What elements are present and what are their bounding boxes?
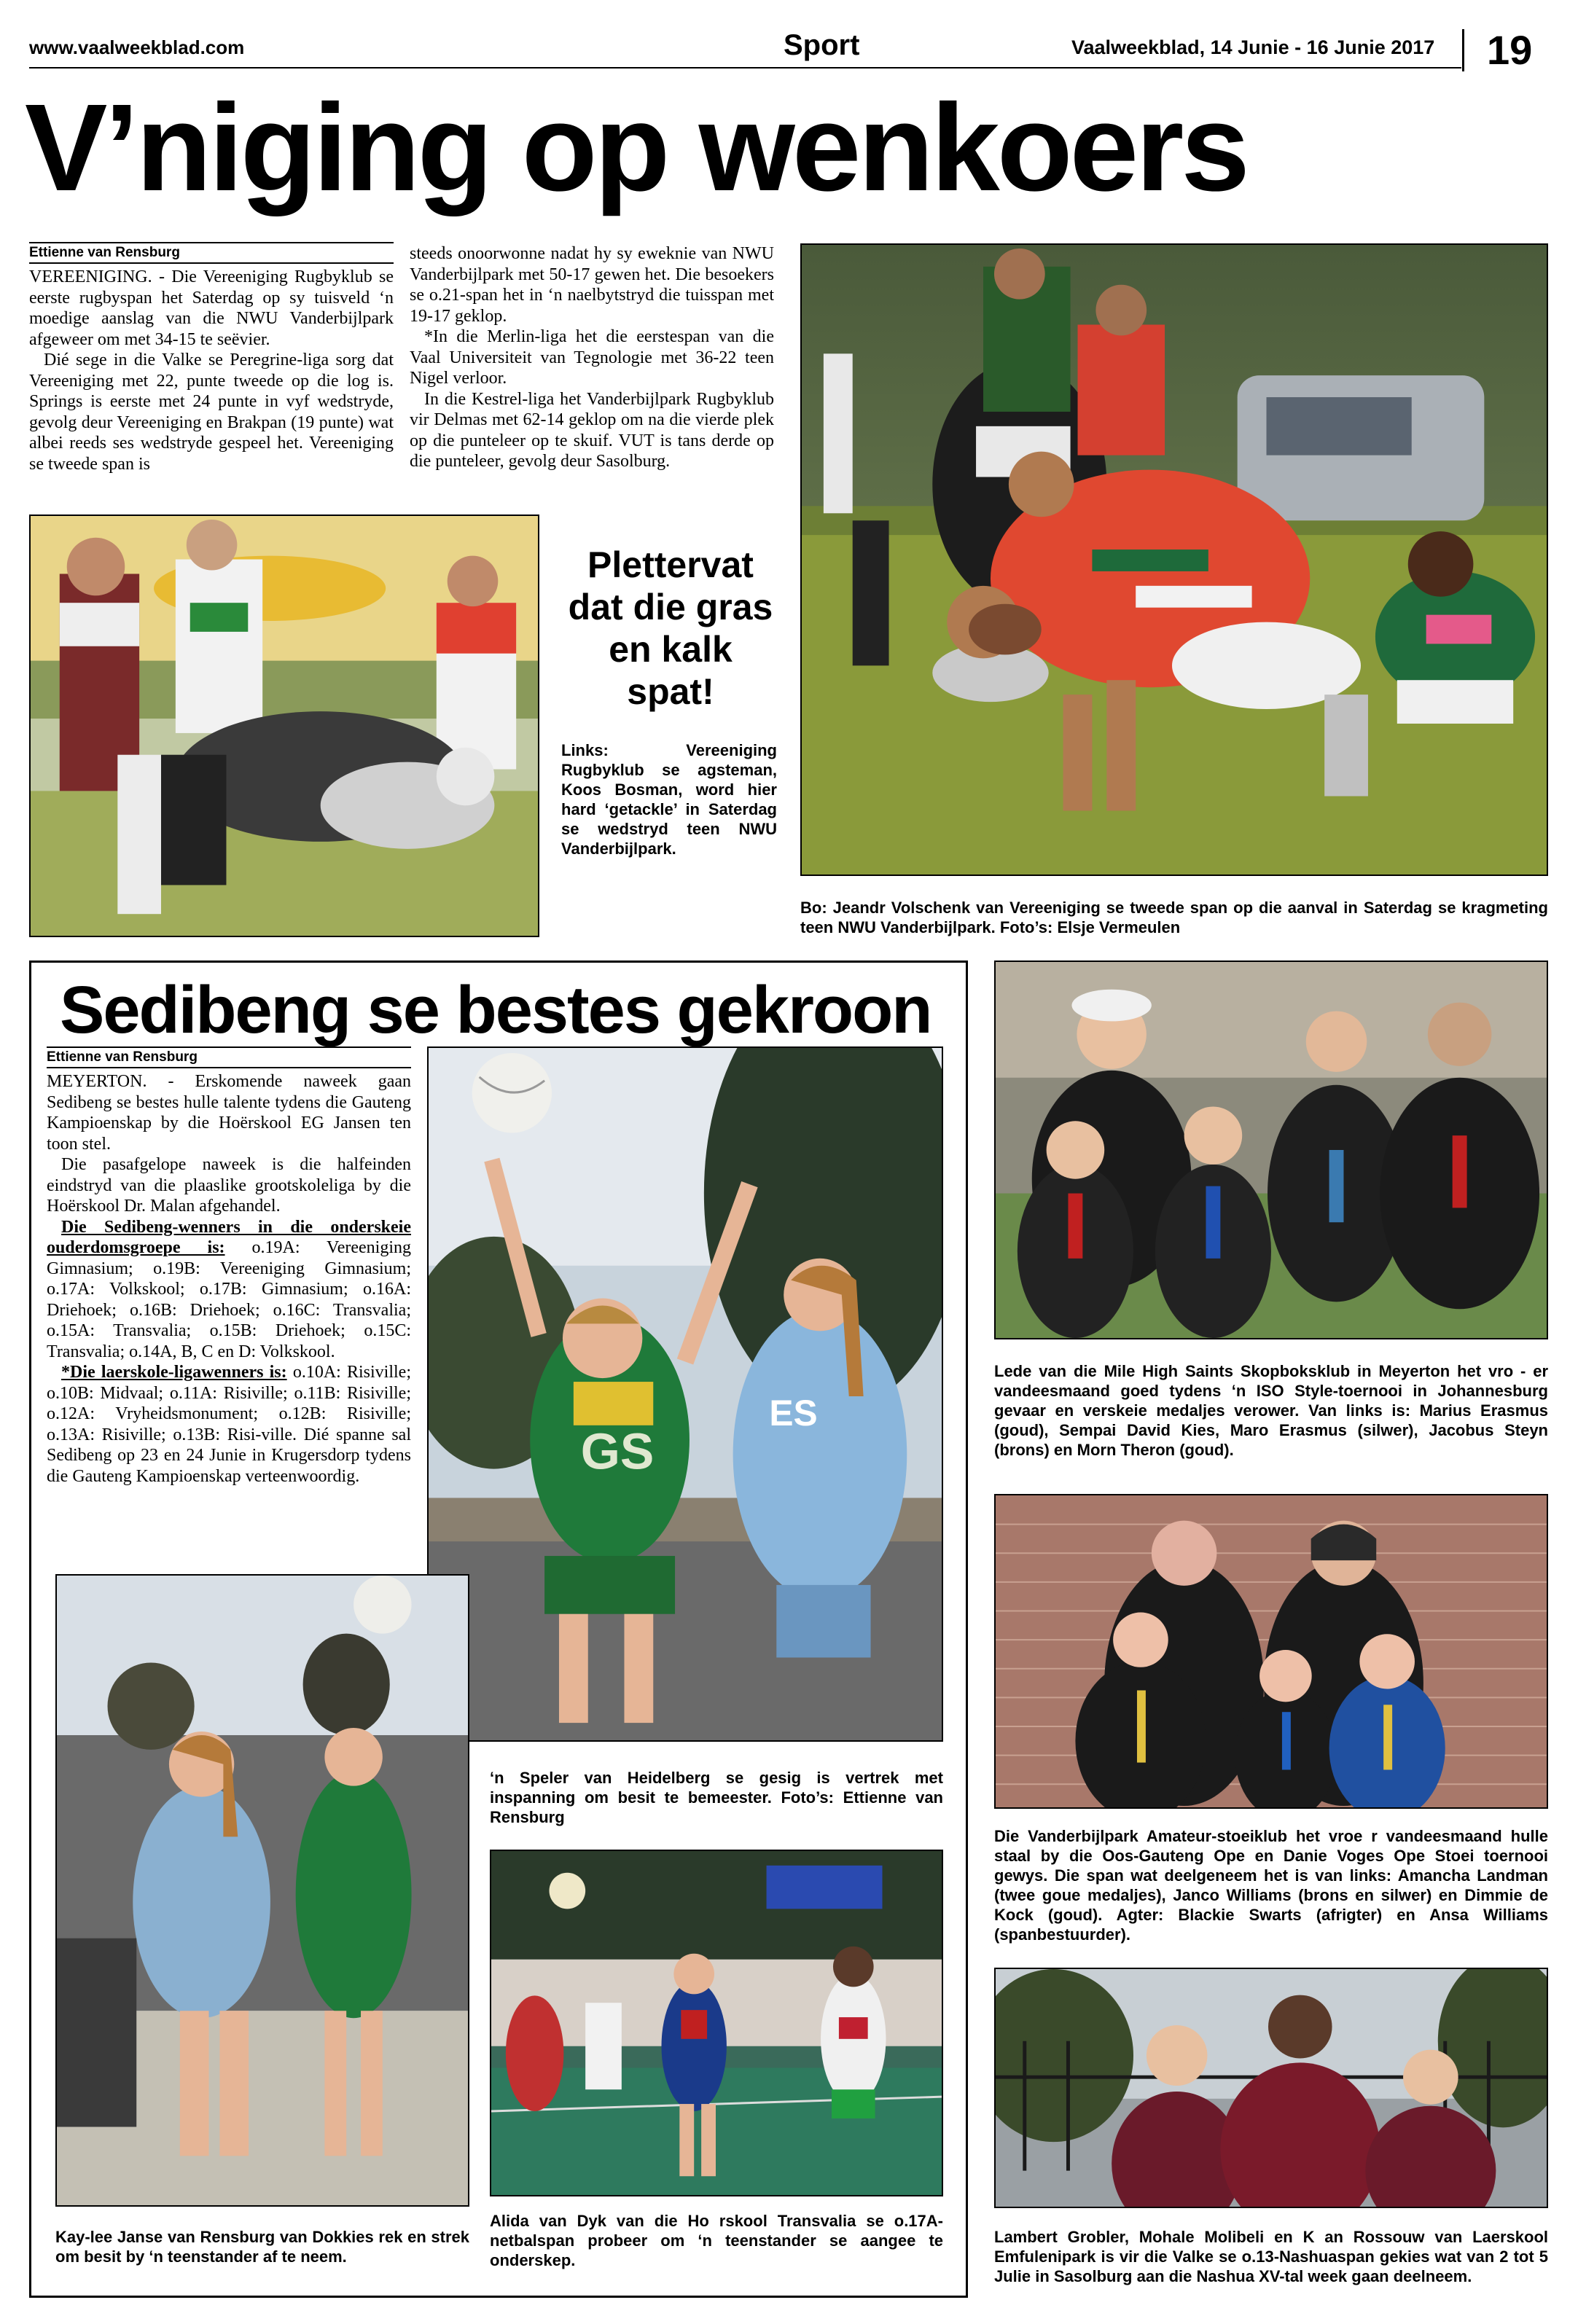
header-divider-vertical bbox=[1462, 29, 1464, 71]
winners-list: o.19A: Vereeniging Gimnasium; o.19B: Vereeniging Gimnasium; o.17A: Volkskool; o.17B: Gimnasium; o.16A: Driehoek; o.16B: Driehoek; o.16C: Transvalia; o.15A: Transvalia; o.15B: Driehoek; o.15C: Transvalia; o.14A, B, C en D: Volkskool. bbox=[47, 1238, 411, 1361]
article1-headline: V’niging op wenkoers bbox=[25, 79, 1247, 217]
wrestling-photo bbox=[994, 1494, 1548, 1809]
article1-paragraph: Dié sege in die Valke se Peregrine-liga sorg dat Vereeniging met 22, punte tweede op die log is. Springs is eerste met 24 punte in vyf wedstryde, gevolg deur Vereeniging en Brakpan (19 punte) wat albei reeds ses wedstryde gespeel het. Vereeniging se tweede span is bbox=[29, 351, 394, 474]
shirt-lettering-es: ES bbox=[769, 1392, 818, 1433]
article1-col1-text bbox=[29, 267, 394, 474]
article1-byline: Ettienne van Rensburg bbox=[29, 242, 394, 264]
rugby-photo-main bbox=[800, 243, 1548, 876]
rugby-feature-title: Plettervat dat die gras en kalk spat! bbox=[568, 544, 773, 712]
header-rule bbox=[29, 67, 1461, 69]
netball-photo-alida bbox=[490, 1850, 943, 2196]
primary-winners-heading: *Die laerskole-ligawenners is: bbox=[61, 1363, 287, 1382]
netball-photo-heidelberg bbox=[427, 1046, 943, 1742]
article1-paragraph: VEREENIGING. - Die Vereeniging Rugbyklub se eerste rugbyspan het Saterdag op sy tuisveld ‘n moedige aanslag van die NWU Vanderbijlpark afgeweer om met 34-15 te seëvier. bbox=[29, 267, 394, 349]
nashua-photo bbox=[994, 1968, 1548, 2208]
caption-alida: Alida van Dyk van die Ho rskool Transvalia se o.17A-netbalspan probeer om ‘n teenstander se aangee te onderskep. bbox=[490, 2212, 943, 2269]
caption-heidelberg: ‘n Speler van Heidelberg se gesig is vertrek met inspanning om besit te bemeester. Foto’s: Ettienne van Rensburg bbox=[490, 1769, 943, 1826]
rugby-left-caption: Links: Vereeniging Rugbyklub se agsteman, Koos Bosman, word hier hard ‘getackle’ in Saterdag se wedstryd teen NWU Vanderbijlpark. bbox=[561, 741, 777, 858]
caption-wrestling: Die Vanderbijlpark Amateur-stoeiklub het vroe r vandeesmaand hulle staal by die Oos-Gauteng Ope en Danie Voges Ope Stoei toernooi gewys. Die span wat deelgeneem het is van links: Amancha Landman (twee goue medaljes), Janco Williams (brons en silwer) en Dimmie de Kock (goud). Agter: Blackie Swarts (afrigter) en Ansa Williams (spanbestuurder). bbox=[994, 1827, 1548, 1944]
article2-paragraph: MEYERTON. - Erskomende naweek gaan Sedibeng se bestes hulle talente tydens die Gauteng Kampioenskap by die Hoërskool EG Jansen ten toon stel. bbox=[47, 1072, 411, 1154]
winners-heading: Die Sedibeng-wenners in die onderskeie ouderdomsgroepe is: bbox=[47, 1217, 411, 1257]
article2-paragraph bbox=[47, 1362, 411, 1487]
article1-paragraph: steeds onoorwonne nadat hy sy eweknie van NWU Vanderbijlpark met 50-17 gewen het. Die besoekers se o.21-span het in ‘n naelbytstryd die tuisspan met 19-17 geklop. bbox=[410, 244, 774, 326]
article1-col1 bbox=[29, 242, 394, 474]
article2-text-column bbox=[47, 1046, 411, 1487]
section-name: Sport bbox=[784, 29, 860, 61]
netball-photo-kaylee bbox=[55, 1574, 469, 2207]
article2-paragraph bbox=[47, 1217, 411, 1363]
rugby-top-caption: Bo: Jeandr Volschenk van Vereeniging se tweede span op die aanval in Saterdag se kragmeting teen NWU Vanderbijlpark. Foto’s: Elsje Vermeulen bbox=[800, 899, 1548, 936]
kickboxing-photo bbox=[994, 960, 1548, 1339]
caption-nashua: Lambert Grobler, Mohale Molibeli en K an Rossouw van Laerskool Emfulenipark is vir die Valke se o.13-Nashuaspan gekies wat van 2 tot 5 Julie in Sasolburg aan die Nashua XV-tal week gaan deelneem. bbox=[994, 2228, 1548, 2285]
page-number: 19 bbox=[1487, 27, 1533, 73]
caption-kaylee: Kay-lee Janse van Rensburg van Dokkies rek en strek om besit by ‘n teenstander af te neem. bbox=[55, 2228, 469, 2266]
article2-byline: Ettienne van Rensburg bbox=[47, 1046, 411, 1068]
article1-paragraph: In die Kestrel-liga het Vanderbijlpark Rugbyklub vir Delmas met 62-14 geklop om na die vierde plek op die punteleer op te skuif. VUT is tans derde op die punteleer, gevolg deur Sasolburg. bbox=[410, 389, 774, 471]
edition-date: Vaalweekblad, 14 Junie - 16 Junie 2017 bbox=[1071, 36, 1435, 58]
article1-paragraph: *In die Merlin-liga het die eerstespan van die Vaal Universiteit van Tegnologie met 36-22 teen Nigel verloor. bbox=[410, 327, 774, 388]
primary-winners-list: o.10A: Risiville; o.10B: Midvaal; o.11A: Risiville; o.11B: Risiville; o.12A: Vryheidsmonument; o.12B: Risiville; o.13A: Risiville; o.13B: Risi-ville. Dié spanne sal Sedibeng op 23 en 24 Junie in Krugersdorp tydens die Gauteng Kampioenskap verteenwoordig. bbox=[47, 1363, 411, 1486]
website-url[interactable]: www.vaalweekblad.com bbox=[29, 36, 245, 58]
shirt-lettering-gs: GS bbox=[580, 1423, 655, 1480]
caption-kickboxing: Lede van die Mile High Saints Skopboksklub in Meyerton het vro - er vandeesmaand goed tydens ‘n ISO Style-toernooi in Johannesburg gevaar en verskeie medaljes verower. Van links is: Marius Erasmus (goud), Sempai David Kies, Maro Erasmus (silwer), Jacobus Steyn (brons) en Morn Theron (goud). bbox=[994, 1362, 1548, 1459]
article2-headline: Sedibeng se bestes gekroon bbox=[60, 973, 931, 1047]
article2-text bbox=[47, 1071, 411, 1487]
rugby-photo-tackle bbox=[29, 515, 539, 937]
article2-paragraph: Die pasafgelope naweek is die halfeinden eindstryd van die plaaslike grootskoleliga by die Hoërskool Dr. Malan afgehandel. bbox=[47, 1155, 411, 1216]
article1-col2 bbox=[410, 243, 774, 472]
